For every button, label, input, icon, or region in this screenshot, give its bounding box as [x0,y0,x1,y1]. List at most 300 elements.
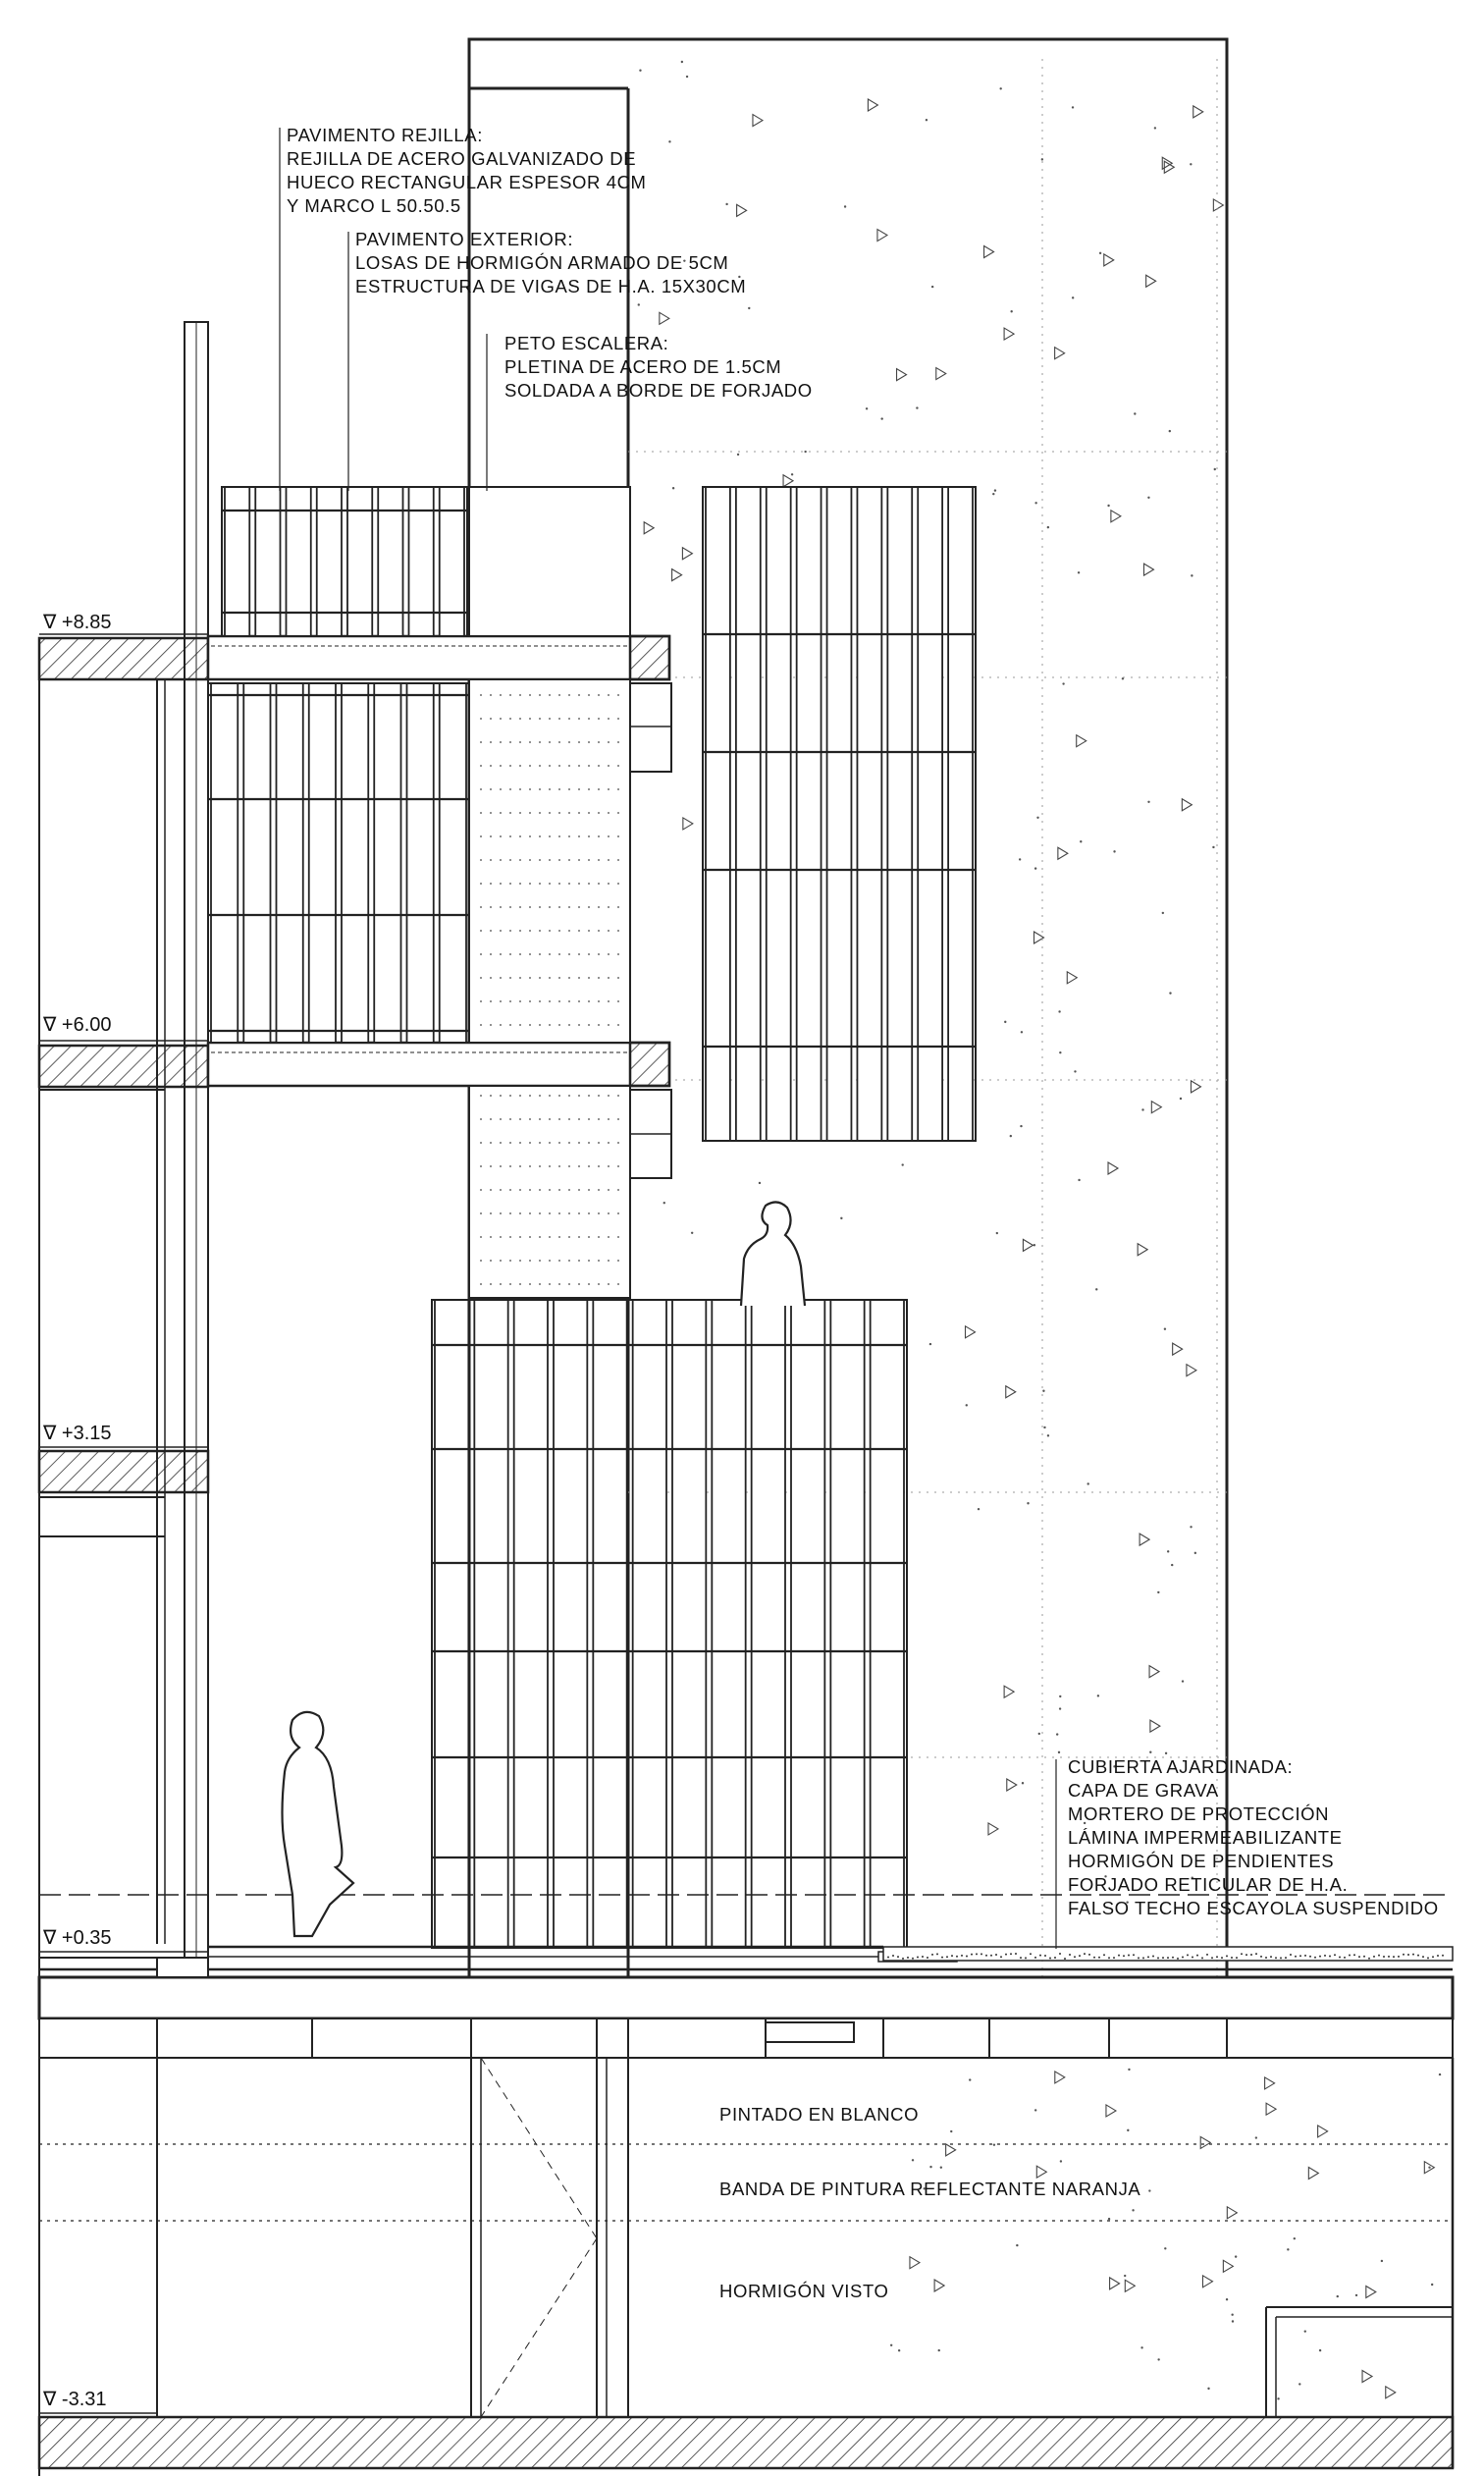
stair-dot [480,1165,482,1167]
stair-dot [558,1212,560,1214]
stair-dot [578,694,580,696]
stair-dot [549,718,551,720]
level-markers [39,612,208,2413]
stair-dot [617,1142,619,1144]
gravel-dot [1039,1955,1041,1957]
stair-dot [568,977,570,979]
aggregate-dot [638,303,640,305]
aggregate-mark [1227,2207,1237,2219]
aggregate-dot [916,406,918,408]
stair-dot [480,741,482,743]
stair-dot [500,906,502,908]
stair-dot [480,694,482,696]
aggregate-dot [681,61,683,63]
grille-plank [409,487,434,636]
grille-plank [736,487,761,1141]
gravel-dot [1187,1954,1189,1956]
stair-dot [519,1024,521,1026]
stair-dot [558,788,560,790]
gravel-dot [1123,1955,1125,1957]
stair-dot [578,1024,580,1026]
stair-dot [617,1118,619,1120]
aggregate-dot [929,2166,931,2168]
aggregate-dot [1010,1135,1012,1137]
aggregate-dot [672,487,674,489]
stair-dot [558,1189,560,1191]
gravel-dot [1358,1956,1360,1958]
stair-dot [578,1000,580,1002]
stair-dot [539,1236,541,1238]
stair-dot [568,953,570,955]
aggregate-dot [994,489,996,491]
aggregate-dot [1132,2209,1134,2211]
gravel-dot [951,1955,953,1957]
stair-dot [519,1142,521,1144]
stair-dot [578,1142,580,1144]
aggregate-dot [1182,1680,1184,1682]
aggregate-dot [1164,2247,1166,2249]
stair-dot [490,1095,492,1097]
aggregate-dot [1047,1434,1049,1436]
annotation-line: CUBIERTA AJARDINADA: [1068,1756,1294,1777]
stair-dot [549,1095,551,1097]
stair-dot [617,741,619,743]
stair-dot [549,883,551,885]
level-label: ∇ -3.31 [43,2389,107,2410]
stair-dot [500,718,502,720]
stair-dot [578,977,580,979]
aggregate-dot [1128,2069,1130,2071]
stair-dot [617,883,619,885]
stair-dot [617,1165,619,1167]
grille-plank [277,683,303,1043]
stair-dot [558,694,560,696]
aggregate-dot [1140,2346,1142,2348]
stair-dot [549,1118,551,1120]
aggregate-mark [1386,2387,1396,2398]
grille-plank [407,683,434,1043]
aggregate-dot [1058,1010,1060,1012]
stair-dot [519,930,521,932]
basement-label: HORMIGÓN VISTO [719,2281,889,2301]
aggregate-dot [1431,2284,1433,2286]
gravel-dot [1265,1957,1267,1959]
stair-dot [617,1189,619,1191]
gravel-dot [1260,1956,1262,1958]
aggregate-dot [663,1202,665,1204]
stair-dot [509,883,511,885]
gravel-dot [1349,1954,1351,1956]
stair-dot [578,1212,580,1214]
stair-dot [490,1283,492,1285]
gravel-dot [1069,1954,1071,1956]
stair-dot [598,883,600,885]
stair-dot [608,859,610,861]
stair-dot [549,1189,551,1191]
annotation-line: PETO ESCALERA: [504,333,669,353]
grille-plank [554,1300,587,1948]
stair-dot [500,953,502,955]
aggregate-dot [890,2344,892,2346]
stair-dot [509,1118,511,1120]
gravel-dot [990,1955,992,1957]
stair-dot [529,883,531,885]
gravel-dot [1319,1956,1321,1958]
stair-dot [588,1236,590,1238]
stair-dot [549,1283,551,1285]
stair-dot [519,1212,521,1214]
gravel-dot [1221,1957,1223,1959]
stair-dot [558,812,560,814]
stair-dot [558,1283,560,1285]
annotation-line: MORTERO DE PROTECCIÓN [1068,1803,1330,1824]
gravel-dot [1020,1957,1022,1959]
gravel-dot [1118,1955,1120,1957]
aggregate-dot [999,87,1001,89]
stair-dot [598,1260,600,1262]
stair-dot [568,1260,570,1262]
gravel-dot [1152,1955,1154,1957]
stair-dot [490,977,492,979]
stair-dot [588,930,590,932]
stair-dot [588,1095,590,1097]
aggregate-dot [1016,2244,1018,2246]
aggregate-dot [737,454,739,456]
aggregate-dot [1162,912,1164,914]
stair-dot [617,1260,619,1262]
stair-dot [588,694,590,696]
aggregate-dot [1095,1288,1097,1290]
stair-dot [480,859,482,861]
stair-dot [490,859,492,861]
aggregate-dot [1097,1695,1099,1696]
aggregate-dot [1078,571,1080,573]
stair-dot [539,765,541,767]
stair-dot [598,1212,600,1214]
gravel-dot [1437,1955,1439,1957]
gravel-dot [892,1955,894,1957]
aggregate-dot [1214,468,1216,470]
stair-dot [519,977,521,979]
stair-dot [519,694,521,696]
stair-dot [568,930,570,932]
stair-dot [490,1024,492,1026]
aggregate-dot [1171,1564,1173,1566]
stair-dot [509,1283,511,1285]
aggregate-dot [1169,430,1171,432]
aggregate-dot [1058,1751,1060,1753]
stair-dot [519,1236,521,1238]
grille-plank [317,487,342,636]
stair-dot [519,812,521,814]
stair-dot [608,977,610,979]
stair-dot [598,835,600,837]
stair-dot [549,812,551,814]
aggregate-dot [1287,2248,1289,2250]
gravel-dot [1093,1957,1095,1959]
aggregate-mark [1362,2370,1372,2382]
aggregate-dot [1149,1751,1151,1753]
stair-dot [588,1212,590,1214]
grille-plank [243,683,270,1043]
stair-dot [598,1165,600,1167]
stair-dot [558,741,560,743]
grille-plank [225,487,249,636]
aggregate-dot [1180,1098,1182,1100]
aggregate-dot [668,140,670,142]
aggregate-dot [791,473,793,475]
gravel-dot [1329,1955,1331,1957]
gravel-dot [1304,1955,1306,1957]
stair-dot [529,1189,531,1191]
stair-dot [558,1095,560,1097]
stair-dot [539,906,541,908]
stair-dot [558,859,560,861]
stair-dot [617,977,619,979]
gravel-dot [1393,1956,1395,1958]
stair-dot [598,977,600,979]
aggregate-dot [1190,1526,1192,1528]
aggregate-dot [929,1343,931,1345]
annotation-line: HUECO RECTANGULAR ESPESOR 4CM [287,172,647,192]
gravel-dot [1010,1953,1012,1955]
aggregate-dot [1194,1552,1196,1554]
stair-dot [568,1165,570,1167]
stair-dot [509,930,511,932]
stair-dot [509,765,511,767]
basement-label: PINTADO EN BLANCO [719,2104,920,2125]
stair-dot [480,718,482,720]
stair-dot [490,953,492,955]
grille-plank [887,487,912,1141]
aggregate-dot [1226,2298,1228,2300]
stair-dot [598,741,600,743]
stair-dot [500,1024,502,1026]
stair-dot [509,1236,511,1238]
aggregate-dot [1042,1390,1044,1392]
aggregate-dot [1147,801,1149,803]
stair-dot [539,812,541,814]
grille-plank [435,1300,468,1948]
stair-dot [500,812,502,814]
aggregate-mark [1200,2136,1210,2148]
aggregate-dot [912,2159,914,2161]
aggregate-dot [978,1508,980,1510]
aggregate-dot [1165,1752,1167,1754]
stair-dot [490,1165,492,1167]
gravel-dot [1147,1956,1149,1958]
stair-dot [480,906,482,908]
aggregate-dot [1062,682,1064,684]
stair-dot [539,1142,541,1144]
stair-dot [568,1212,570,1214]
aggregate-dot [1428,2167,1430,2169]
aggregate-dot [1294,2237,1296,2239]
aggregate-dot [1020,1125,1022,1127]
aggregate-dot [725,203,727,205]
aggregate-dot [1010,310,1012,312]
gravel-dot [927,1957,928,1959]
stair-dot [608,765,610,767]
stair-dot [490,883,492,885]
gravel-dot [1412,1954,1414,1956]
stair-dot [578,1236,580,1238]
stair-dot [500,930,502,932]
gravel-dot [1442,1955,1444,1957]
gravel-dot [1241,1953,1243,1955]
gravel-dot [1182,1956,1184,1958]
stair-dot [608,694,610,696]
steel-grille-panel-middle [208,683,469,1043]
stair-dot [598,859,600,861]
level-label: ∇ +8.85 [43,612,112,633]
stair-dot [529,1165,531,1167]
aggregate-dot [1027,1502,1029,1504]
stair-dot [617,1236,619,1238]
stair-dot [480,1000,482,1002]
stair-dot [480,1095,482,1097]
stair-dot [598,1283,600,1285]
stair-dot [568,741,570,743]
gravel-dot [1005,1954,1007,1956]
stair-dot [549,1260,551,1262]
gravel-dot [1162,1957,1164,1959]
stair-dot [480,1260,482,1262]
stair-dot [480,1189,482,1191]
stair-dot [549,694,551,696]
stair-dot [617,1212,619,1214]
aggregate-dot [1099,252,1101,254]
stair-dot [490,718,492,720]
stair-dot [500,1118,502,1120]
aggregate-dot [1041,158,1043,160]
stair-dot [500,883,502,885]
stair-dot [558,930,560,932]
stair-dot [617,765,619,767]
aggregate-dot [1319,2349,1321,2351]
gravel-dot [936,1953,938,1955]
aggregate-dot [1232,2320,1234,2322]
stair-dot [539,1283,541,1285]
aggregate-dot [1080,840,1082,842]
stair-dot [588,812,590,814]
stair-dot [509,812,511,814]
aggregate-dot [1147,497,1149,499]
aggregate-dot [1169,992,1171,994]
gravel-dot [1142,1957,1144,1959]
aggregate-dot [969,2078,971,2080]
stair-dot [549,859,551,861]
stair-dot [490,812,492,814]
stair-dot [549,977,551,979]
aggregate-dot [993,2144,995,2146]
stair-dot [480,1118,482,1120]
annotation-line: SOLDADA A BORDE DE FORJADO [504,380,813,401]
stair-dot [480,1142,482,1144]
aggregate-dot [1059,1051,1061,1053]
stair-dot [558,1000,560,1002]
stair-dot [578,1118,580,1120]
stair-dot [568,906,570,908]
gravel-dot [1103,1954,1105,1956]
aggregate-dot [1207,2388,1209,2390]
gravel-dot [1388,1956,1390,1958]
stair-dot [588,1165,590,1167]
aggregate-dot [1134,412,1136,414]
aggregate-dot [1074,1070,1076,1072]
gravel-dot [980,1953,982,1955]
stair-dot [588,1000,590,1002]
gravel-dot [1108,1957,1110,1959]
stair-dot [558,1260,560,1262]
stair-dot [549,906,551,908]
gravel-dot [1250,1954,1252,1956]
stair-dot [529,1118,531,1120]
stair-dot [617,812,619,814]
stair-dot [500,835,502,837]
stair-dot [617,930,619,932]
grille-plank [797,487,822,1141]
gravel-dot [1353,1954,1355,1956]
aggregate-dot [1255,2136,1257,2138]
gravel-dot [1255,1953,1257,1955]
stair-dot [519,718,521,720]
person-figure-lower [283,1712,354,1936]
stair-dot [588,1260,590,1262]
gravel-dot [1339,1957,1341,1959]
aggregate-dot [1127,2129,1129,2131]
aggregate-mark [934,2280,944,2291]
stair-dot [578,812,580,814]
stair-dot [529,1024,531,1026]
gravel-dot [1211,1957,1213,1959]
aggregate-dot [1059,1696,1061,1697]
stair-dot [617,788,619,790]
aggregate-dot [1231,2314,1233,2316]
stair-dot [500,788,502,790]
gravel-dot [1383,1956,1385,1958]
stair-dot [608,741,610,743]
stair-dot [509,741,511,743]
aggregate-dot [1107,505,1109,507]
annotation-line: LÁMINA IMPERMEABILIZANTE [1068,1827,1343,1848]
gravel-dot [1275,1957,1277,1959]
grille-plank [918,487,942,1141]
stair-dot [480,788,482,790]
stair-dot [480,1212,482,1214]
stair-dot [568,788,570,790]
aggregate-dot [1043,1426,1045,1428]
aggregate-dot [1034,2109,1036,2111]
stair-dot [558,1142,560,1144]
stair-dot [568,1189,570,1191]
stair-dot [558,718,560,720]
stair-dot [480,835,482,837]
stair-dot [608,1189,610,1191]
stair-dot [598,812,600,814]
stair-dot [509,1260,511,1262]
grille-plank [712,1300,745,1948]
gravel-dot [1403,1954,1404,1956]
aggregate-dot [1439,2073,1441,2075]
aggregate-dot [1072,106,1074,108]
stair-dot [558,835,560,837]
stair-dot [490,906,492,908]
gravel-dot [1192,1957,1193,1959]
aggregate-dot [1157,1591,1159,1593]
aggregate-dot [840,1217,842,1219]
aggregate-mark [1266,2103,1276,2115]
